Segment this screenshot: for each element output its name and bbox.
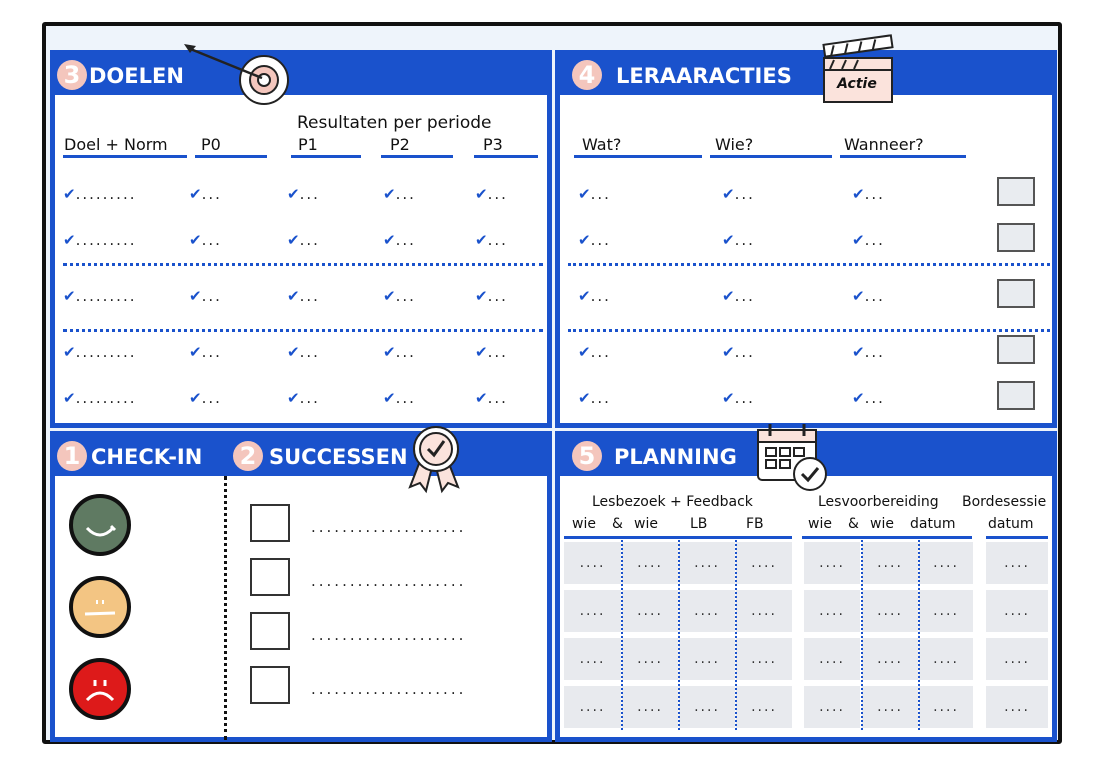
row-separator (63, 329, 543, 332)
action-checkbox[interactable] (997, 335, 1035, 364)
goal-cell[interactable]: ✔... (189, 343, 222, 361)
planning-cell[interactable]: .... (679, 686, 735, 728)
goal-cell[interactable]: ✔......... (63, 389, 137, 407)
goal-cell[interactable]: ✔... (475, 185, 508, 203)
planning-cell[interactable]: .... (736, 542, 792, 584)
group-underline (986, 536, 1048, 539)
column-separator (621, 540, 623, 730)
step-number-4: 4 (572, 60, 602, 90)
planning-cell[interactable]: .... (564, 542, 621, 584)
checkin-header (55, 436, 547, 476)
clapperboard-label: Actie (837, 76, 877, 92)
leraaracties-header (560, 55, 1052, 95)
goal-cell[interactable]: ✔... (475, 343, 508, 361)
group-underline (564, 536, 792, 539)
success-checkbox[interactable] (250, 612, 290, 650)
planning-title: PLANNING (614, 445, 737, 469)
action-cell[interactable]: ✔... (722, 231, 755, 249)
goal-cell[interactable]: ✔... (383, 343, 416, 361)
row-separator (63, 263, 543, 266)
goal-cell[interactable]: ✔......... (63, 231, 137, 249)
action-cell[interactable]: ✔... (722, 185, 755, 203)
planning-cell[interactable]: .... (679, 542, 735, 584)
success-entry[interactable]: .................... (311, 518, 467, 536)
award-rosette-icon (404, 425, 468, 495)
sub-wie: wie (634, 516, 658, 532)
leraaracties-panel (555, 50, 1057, 428)
successen-title: SUCCESSEN (269, 445, 408, 469)
planning-cell[interactable]: .... (564, 590, 621, 632)
column-separator (678, 540, 680, 730)
action-checkbox[interactable] (997, 381, 1035, 410)
sub-and: & (612, 516, 623, 532)
col-underline (63, 155, 187, 158)
goal-cell[interactable]: ✔... (383, 389, 416, 407)
checkin-title: CHECK-IN (91, 445, 203, 469)
goal-cell[interactable]: ✔......... (63, 287, 137, 305)
planning-cell[interactable]: .... (804, 542, 860, 584)
planning-cell[interactable]: .... (986, 542, 1048, 584)
planning-cell[interactable]: .... (862, 638, 918, 680)
action-cell[interactable]: ✔... (578, 389, 611, 407)
action-cell[interactable]: ✔... (722, 287, 755, 305)
action-cell[interactable]: ✔... (578, 343, 611, 361)
col-p3: P3 (483, 135, 503, 154)
col-p1: P1 (298, 135, 318, 154)
neutral-face-icon[interactable] (69, 576, 131, 638)
action-cell[interactable]: ✔... (852, 231, 885, 249)
clapperboard-icon (820, 38, 894, 104)
target-arrow-icon (180, 40, 300, 110)
step-number-2: 2 (233, 441, 263, 471)
planning-cell[interactable]: .... (564, 638, 621, 680)
col-doel-norm: Doel + Norm (64, 135, 168, 154)
action-cell[interactable]: ✔... (852, 389, 885, 407)
planning-cell[interactable]: .... (564, 686, 621, 728)
col-underline (195, 155, 267, 158)
col-underline (710, 155, 832, 158)
col-p0: P0 (201, 135, 221, 154)
col-p2: P2 (390, 135, 410, 154)
planning-cell[interactable]: .... (622, 686, 678, 728)
goal-cell[interactable]: ✔... (475, 287, 508, 305)
action-checkbox[interactable] (997, 177, 1035, 206)
success-entry[interactable]: .................... (311, 626, 467, 644)
doelen-title: DOELEN (89, 64, 184, 88)
planning-cell[interactable]: .... (919, 590, 973, 632)
action-cell[interactable]: ✔... (722, 343, 755, 361)
goal-cell[interactable]: ✔... (383, 231, 416, 249)
sub-fb: FB (746, 516, 764, 532)
planning-cell[interactable]: .... (862, 686, 918, 728)
goal-cell[interactable]: ✔... (383, 287, 416, 305)
planning-cell[interactable]: .... (804, 590, 860, 632)
goal-cell[interactable]: ✔... (475, 389, 508, 407)
leraaracties-title: LERAARACTIES (616, 64, 792, 88)
goal-cell[interactable]: ✔... (189, 287, 222, 305)
step-number-1: 1 (57, 441, 87, 471)
goal-cell[interactable]: ✔... (287, 287, 320, 305)
action-cell[interactable]: ✔... (578, 185, 611, 203)
checkin-successen-panel (50, 431, 552, 742)
step-number-5: 5 (572, 441, 602, 471)
col-wat: Wat? (582, 135, 622, 154)
col-underline (291, 155, 361, 158)
col-wanneer: Wanneer? (844, 135, 924, 154)
sub-datum: datum (988, 516, 1034, 532)
col-wie: Wie? (715, 135, 754, 154)
goal-cell[interactable]: ✔... (287, 343, 320, 361)
goal-cell[interactable]: ✔... (287, 231, 320, 249)
action-cell[interactable]: ✔... (578, 231, 611, 249)
action-cell[interactable]: ✔... (852, 287, 885, 305)
group-lesbezoek: Lesbezoek + Feedback (592, 494, 753, 510)
group-lesvoorbereiding: Lesvoorbereiding (818, 494, 939, 510)
planning-cell[interactable]: .... (804, 686, 860, 728)
sub-wie: wie (572, 516, 596, 532)
action-checkbox[interactable] (997, 279, 1035, 308)
group-bordesessie: Bordesessie (962, 494, 1047, 510)
planning-cell[interactable]: .... (919, 638, 973, 680)
results-per-period-label: Resultaten per periode (297, 113, 492, 133)
goal-cell[interactable]: ✔... (189, 185, 222, 203)
row-separator (568, 263, 1050, 266)
planning-cell[interactable]: .... (986, 638, 1048, 680)
sub-and: & (848, 516, 859, 532)
col-underline (840, 155, 966, 158)
success-checkbox[interactable] (250, 666, 290, 704)
section-divider (224, 476, 227, 740)
planning-cell[interactable]: .... (736, 686, 792, 728)
planning-cell[interactable]: .... (862, 590, 918, 632)
action-cell[interactable]: ✔... (852, 185, 885, 203)
goal-cell[interactable]: ✔......... (63, 185, 137, 203)
column-separator (735, 540, 737, 730)
planning-cell[interactable]: .... (862, 542, 918, 584)
goal-cell[interactable]: ✔... (189, 389, 222, 407)
sub-lb: LB (690, 516, 708, 532)
planning-cell[interactable]: .... (622, 590, 678, 632)
goal-cell[interactable]: ✔... (287, 389, 320, 407)
col-underline (474, 155, 538, 158)
planning-cell[interactable]: .... (679, 638, 735, 680)
success-entry[interactable]: .................... (311, 680, 467, 698)
goal-cell[interactable]: ✔......... (63, 343, 137, 361)
sub-datum: datum (910, 516, 956, 532)
sub-wie: wie (870, 516, 894, 532)
sub-wie: wie (808, 516, 832, 532)
planning-cell[interactable]: .... (986, 686, 1048, 728)
doelen-panel (50, 50, 552, 428)
action-cell[interactable]: ✔... (852, 343, 885, 361)
action-cell[interactable]: ✔... (722, 389, 755, 407)
col-underline (381, 155, 453, 158)
planning-cell[interactable]: .... (736, 638, 792, 680)
success-entry[interactable]: .................... (311, 572, 467, 590)
calendar-check-icon (754, 420, 834, 494)
goal-cell[interactable]: ✔... (475, 231, 508, 249)
planning-cell[interactable]: .... (736, 590, 792, 632)
planning-cell[interactable]: .... (622, 638, 678, 680)
action-checkbox[interactable] (997, 223, 1035, 252)
doelen-header (55, 55, 547, 95)
row-separator (568, 329, 1050, 332)
col-underline (574, 155, 702, 158)
group-underline (802, 536, 972, 539)
planning-cell[interactable]: .... (919, 542, 973, 584)
goal-cell[interactable]: ✔... (189, 231, 222, 249)
planning-cell[interactable]: .... (986, 590, 1048, 632)
happy-face-icon[interactable] (69, 494, 131, 556)
success-checkbox[interactable] (250, 504, 290, 542)
column-separator (918, 540, 920, 730)
sad-face-icon[interactable] (69, 658, 131, 720)
planning-cell[interactable]: .... (679, 590, 735, 632)
goal-cell[interactable]: ✔... (383, 185, 416, 203)
planning-cell[interactable]: .... (804, 638, 860, 680)
action-cell[interactable]: ✔... (578, 287, 611, 305)
planning-cell[interactable]: .... (919, 686, 973, 728)
column-separator (861, 540, 863, 730)
success-checkbox[interactable] (250, 558, 290, 596)
step-number-3: 3 (57, 60, 87, 90)
planning-cell[interactable]: .... (622, 542, 678, 584)
goal-cell[interactable]: ✔... (287, 185, 320, 203)
